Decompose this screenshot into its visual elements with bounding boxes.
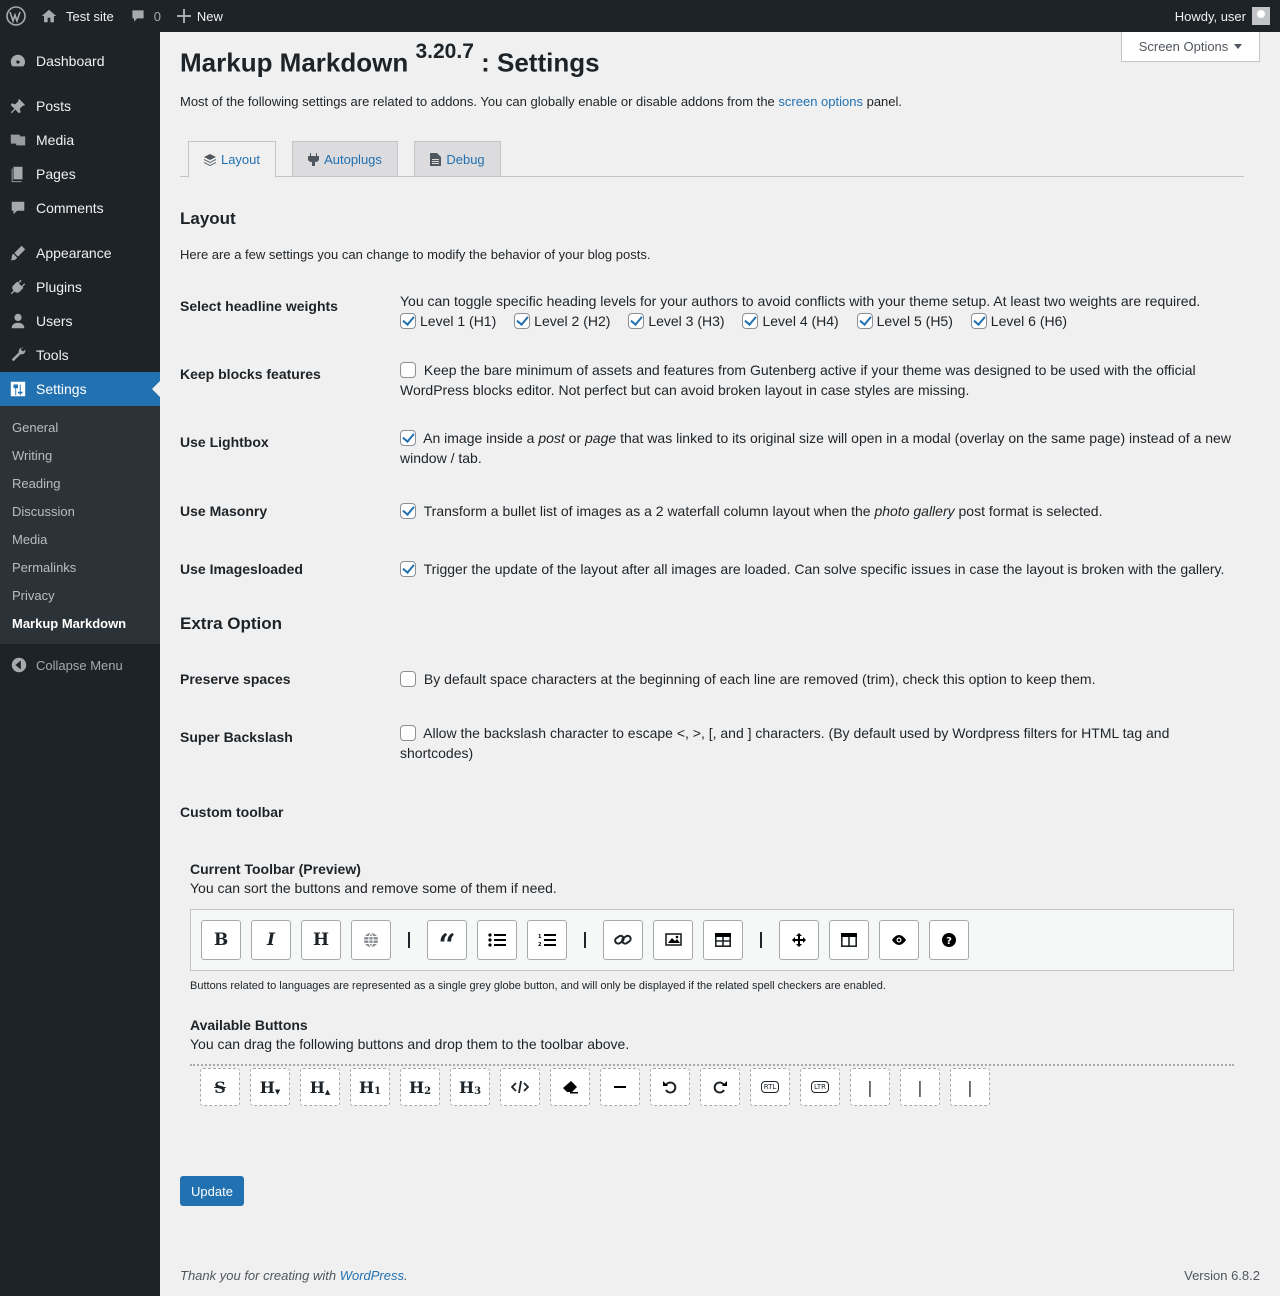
submenu-item-media[interactable]: Media [12, 531, 48, 547]
lightbox-label: Use Lightbox [180, 434, 269, 450]
keep-blocks-label: Keep blocks features [180, 366, 321, 382]
svg-text:?: ? [946, 936, 952, 947]
collapse-menu-button[interactable] [0, 648, 160, 682]
bold-icon[interactable]: B [201, 920, 241, 960]
media-icon [8, 130, 28, 150]
sidebar-item-posts[interactable] [0, 89, 160, 123]
separator [408, 932, 410, 948]
masonry-checkbox[interactable] [400, 503, 416, 519]
imagesloaded-text: Trigger the update of the layout after all images are loaded. Can solve specific issues in case the layout is broken with the gallery. [423, 561, 1225, 577]
heading-1-icon[interactable]: H 1 [350, 1068, 390, 1106]
dashboard-icon [8, 51, 28, 71]
submenu-item-general[interactable]: General [12, 419, 59, 435]
horizontal-rule-icon[interactable] [600, 1068, 640, 1106]
pages-icon [8, 164, 28, 184]
submenu-item-privacy[interactable]: Privacy [12, 587, 55, 603]
plugin-version: 3.20.7 [415, 40, 474, 63]
screen-options-link[interactable]: screen options [778, 94, 863, 109]
wrench-icon [8, 345, 28, 365]
strikethrough-icon[interactable]: S [200, 1068, 240, 1106]
settings-submenu [0, 406, 160, 644]
svg-text:2: 2 [538, 942, 542, 947]
sidebar-item-media[interactable] [0, 123, 160, 157]
collapse-menu-label: Collapse Menu [36, 657, 123, 673]
layout-heading: Layout [180, 209, 236, 228]
plugin-icon [8, 277, 28, 297]
ordered-list-icon[interactable] [527, 920, 567, 960]
separator-button[interactable]: | [850, 1068, 890, 1106]
italic-icon[interactable]: I [251, 920, 291, 960]
quote-icon[interactable]: “ [427, 920, 467, 960]
clean-block-icon[interactable] [550, 1068, 590, 1106]
level-6-option[interactable] [971, 311, 1067, 331]
lightbox-checkbox[interactable] [400, 430, 416, 446]
submenu-item-markup-markdown[interactable]: Markup Markdown [12, 615, 127, 631]
tab-debug[interactable] [414, 141, 501, 177]
table-icon[interactable] [703, 920, 743, 960]
lightbox-text-rest: that was linked to its original size will open in a modal (overlay on the same page) instead of a new window / tab. [400, 430, 1231, 466]
sidebar-item-settings[interactable] [0, 372, 160, 406]
extra-option-heading: Extra Option [180, 614, 283, 633]
masonry-field [400, 501, 1240, 521]
keep-blocks-field [400, 360, 1240, 400]
lightbox-text: An image inside a [423, 430, 535, 446]
pin-icon [8, 96, 28, 116]
plus-icon [177, 9, 191, 23]
sidebar-item-users[interactable] [0, 304, 160, 338]
imagesloaded-checkbox[interactable] [400, 561, 416, 577]
imagesloaded-label: Use Imagesloaded [180, 561, 303, 577]
submenu-item-writing[interactable]: Writing [12, 447, 53, 463]
users-icon [8, 311, 28, 331]
level-4-option[interactable] [742, 311, 838, 331]
submenu-item-reading[interactable]: Reading [12, 475, 61, 491]
sidebar-item-label: Tools [36, 347, 69, 363]
sidebar-item-label: Comments [36, 200, 104, 216]
checkbox[interactable] [857, 313, 873, 329]
rtl-icon[interactable] [750, 1068, 790, 1106]
intro-before: Most of the following settings are related to addons. You can globally enable or disable addons from the [180, 94, 775, 109]
level-label: Level 2 (H2) [534, 313, 611, 329]
super-backslash-checkbox[interactable] [400, 725, 416, 741]
footer-version: Version 6.8.2 [1184, 1268, 1260, 1283]
checkbox[interactable] [400, 313, 416, 329]
lightbox-text-post: post [538, 430, 565, 446]
checkbox[interactable] [742, 313, 758, 329]
masonry-text: Transform a bullet list of images as a 2 waterfall column layout when the [423, 503, 871, 519]
tab-label: Debug [446, 151, 485, 167]
ltr-text: LTR [811, 1081, 829, 1093]
custom-toolbar-label: Custom toolbar [180, 804, 284, 820]
heading-3-icon[interactable]: H 3 [450, 1068, 490, 1106]
plug-icon [308, 153, 319, 166]
sidebar-item-tools[interactable] [0, 338, 160, 372]
headline-field [400, 291, 1240, 331]
admin-bar [0, 0, 1280, 32]
level-2-option[interactable] [514, 311, 610, 331]
comments-link[interactable] [122, 0, 169, 32]
headline-label: Select headline weights [180, 298, 338, 314]
undo-icon[interactable] [650, 1068, 690, 1106]
sidebar-item-label: Settings [36, 381, 87, 397]
lightbox-text-or: or [568, 430, 582, 446]
separator-button[interactable]: | [950, 1068, 990, 1106]
home-icon [40, 7, 58, 25]
preserve-spaces-field [400, 669, 1240, 689]
masonry-text-rest: post format is selected. [958, 503, 1103, 519]
language-buttons-note: Buttons related to languages are represented as a single grey globe button, and will only be displayed if the related spell checkers are enabled. [190, 980, 886, 992]
separator [760, 932, 762, 948]
current-toolbar-description: You can sort the buttons and remove some of them if need. [190, 880, 557, 896]
sidebar-item-label: Dashboard [36, 53, 105, 69]
level-3-option[interactable] [628, 311, 724, 331]
sidebar-item-label: Users [36, 313, 73, 329]
lightbox-text-page: page [585, 430, 617, 446]
preserve-spaces-checkbox[interactable] [400, 671, 416, 687]
heading-smaller-icon[interactable]: H ▼ [250, 1068, 290, 1106]
preserve-spaces-text: By default space characters at the beginning of each line are removed (trim), check this option to keep them. [423, 671, 1096, 687]
checkbox[interactable] [514, 313, 530, 329]
sidebar-item-appearance[interactable] [0, 236, 160, 270]
side-by-side-icon[interactable] [829, 920, 869, 960]
super-backslash-field [400, 723, 1240, 763]
sidebar-item-comments[interactable] [0, 191, 160, 225]
preserve-spaces-label: Preserve spaces [180, 671, 291, 687]
sidebar-item-plugins[interactable] [0, 270, 160, 304]
separator-button[interactable]: | [900, 1068, 940, 1106]
heading-2-icon[interactable]: H 2 [400, 1068, 440, 1106]
super-backslash-text: Allow the backslash character to escape <, >, [, and ] characters. (By default used by Wordpress filters for HTML tag and shortcodes) [400, 725, 1170, 761]
image-icon[interactable] [653, 920, 693, 960]
preview-icon[interactable] [879, 920, 919, 960]
rtl-text: RTL [761, 1081, 780, 1093]
page-title [180, 40, 600, 79]
wordpress-link[interactable]: WordPress [339, 1268, 404, 1283]
ltr-icon[interactable] [800, 1068, 840, 1106]
available-buttons-title: Available Buttons [190, 1017, 308, 1033]
comments-icon [8, 198, 28, 218]
super-backslash-label: Super Backslash [180, 729, 293, 745]
new-label: New [196, 8, 223, 24]
sidebar-item-label: Plugins [36, 279, 82, 295]
intro-text [180, 94, 902, 109]
new-content-link[interactable] [169, 0, 231, 32]
sidebar-item-dashboard[interactable] [0, 44, 160, 78]
comments-count: 0 [153, 8, 161, 24]
layout-description: Here are a few settings you can change to modify the behavior of your blog posts. [180, 247, 651, 262]
brush-icon [8, 243, 28, 263]
update-button[interactable]: Update [180, 1176, 244, 1206]
layers-icon [204, 154, 216, 166]
masonry-text-em: photo gallery [874, 503, 955, 519]
link-icon[interactable] [603, 920, 643, 960]
lightbox-field [400, 428, 1240, 468]
footer-period: . [404, 1268, 408, 1283]
sidebar-item-label: Media [36, 132, 75, 148]
file-icon [430, 153, 441, 166]
checkbox[interactable] [971, 313, 987, 329]
heading-icon[interactable]: H [301, 920, 341, 960]
heading-bigger-icon[interactable]: H ▲ [300, 1068, 340, 1106]
settings-icon [8, 379, 28, 399]
sidebar-item-pages[interactable] [0, 157, 160, 191]
my-account[interactable] [1175, 7, 1280, 25]
site-name: Test site [66, 8, 114, 24]
current-toolbar-title: Current Toolbar (Preview) [190, 861, 361, 877]
current-toolbar [190, 909, 1234, 971]
tab-layout[interactable] [188, 141, 276, 178]
level-label: Level 3 (H3) [648, 313, 725, 329]
headline-levels [400, 311, 1240, 331]
redo-icon[interactable] [700, 1068, 740, 1106]
keep-blocks-text: Keep the bare minimum of assets and features from Gutenberg active if your theme was designed to be used with the official WordPress blocks editor. Not perfect but can avoid broken layout in case styles are missing. [400, 362, 1196, 398]
title-suffix: : Settings [481, 47, 600, 78]
admin-sidebar [0, 32, 160, 1296]
screen-options-label: Screen Options [1138, 39, 1229, 54]
tab-label: Autoplugs [324, 151, 382, 167]
sidebar-item-label: Appearance [36, 245, 112, 261]
screen-options-button[interactable] [1121, 32, 1260, 62]
available-buttons-description: You can drag the following buttons and drop them to the toolbar above. [190, 1036, 630, 1052]
site-name-link[interactable] [32, 0, 122, 32]
submenu-item-permalinks[interactable]: Permalinks [12, 559, 77, 575]
sidebar-item-label: Pages [36, 166, 76, 182]
submenu-item-discussion[interactable]: Discussion [12, 503, 75, 519]
keep-blocks-checkbox[interactable] [400, 362, 416, 378]
imagesloaded-field [400, 559, 1240, 579]
fullscreen-icon[interactable] [779, 920, 819, 960]
level-label: Level 5 (H5) [876, 313, 953, 329]
level-5-option[interactable] [857, 311, 953, 331]
available-buttons [190, 1064, 1234, 1108]
level-label: Level 1 (H1) [420, 313, 497, 329]
footer-thanks [180, 1268, 408, 1283]
headline-description: You can toggle specific heading levels for your authors to avoid conflicts with your theme setup. At least two weights are required. [400, 293, 1201, 309]
comment-bubble-icon [130, 8, 146, 24]
wordpress-logo-icon[interactable] [0, 0, 32, 32]
footer-thanks-text: Thank you for creating with [180, 1268, 337, 1283]
caret-down-icon [1234, 44, 1242, 49]
checkbox[interactable] [628, 313, 644, 329]
collapse-icon [10, 656, 28, 674]
help-icon[interactable] [929, 920, 969, 960]
settings-tabs [180, 140, 1244, 177]
svg-text:1: 1 [538, 934, 542, 940]
howdy-text: Howdy, user [1174, 8, 1246, 24]
plugin-name: Markup Markdown [180, 47, 409, 78]
tab-autoplugs[interactable] [292, 141, 398, 177]
separator [584, 932, 586, 948]
level-label: Level 6 (H6) [990, 313, 1068, 329]
globe-icon[interactable] [351, 920, 391, 960]
code-icon[interactable] [500, 1068, 540, 1106]
masonry-label: Use Masonry [180, 503, 268, 519]
intro-after: panel. [866, 94, 903, 109]
level-1-option[interactable] [400, 311, 496, 331]
sidebar-item-label: Posts [36, 98, 72, 114]
avatar [1252, 7, 1270, 25]
tab-label: Layout [220, 152, 261, 167]
unordered-list-icon[interactable] [477, 920, 517, 960]
level-label: Level 4 (H4) [762, 313, 839, 329]
